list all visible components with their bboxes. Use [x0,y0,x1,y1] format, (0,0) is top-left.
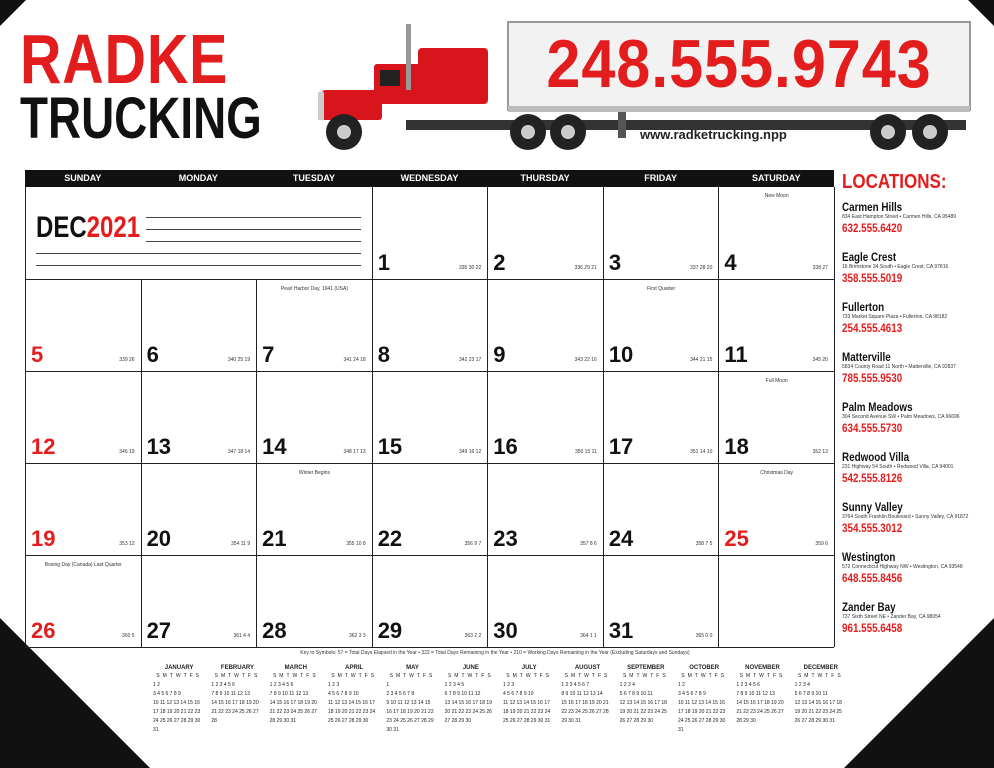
mini-month-week: 23 24 25 26 27 28 29 [386,718,434,724]
day-cell [373,371,489,463]
day-number: 25 [724,526,749,551]
day-stats: 344 21 15 [690,357,713,363]
location-phone: 785.555.9530 [842,371,903,385]
weekday-header [25,170,834,187]
day-stats: 355 10 8 [346,541,366,547]
location-address: 3764 South Franklin Boulevard • Sunny Valley, CA 91872 [842,514,969,520]
day-stats: 354 11 9 [231,541,251,547]
day-cell [488,371,604,463]
mini-month-name: JANUARY [164,665,194,671]
day-number: 17 [608,434,634,459]
mini-month-week: 31 [677,727,684,733]
weekday-label: THURSDAY [520,173,570,183]
mini-month-week: 21 22 23 24 25 26 27 [736,709,784,715]
location-phone: 254.555.4613 [842,321,903,335]
note-line [146,217,361,218]
mini-month-week: 21 22 23 24 25 26 27 [211,709,259,715]
day-stats: 338 27 [812,265,828,271]
mini-month-week: 18 19 20 21 22 23 24 [502,709,551,715]
weekday-label: SATURDAY [751,173,801,183]
mini-month-name: NOVEMBER [745,665,780,671]
mini-month-week: 19 20 21 22 23 24 25 [794,709,842,715]
mini-month-weekdays: SMTWTFS [447,673,494,679]
mini-month-week: 3 4 5 6 7 8 9 [677,691,706,697]
location-address: 834 East Hampton Street • Carmen Hills, CA 95489 [842,214,957,220]
mini-month-weekdays: SMTWTFS [564,673,611,679]
mini-month-week: 11 12 13 14 15 16 17 [327,700,375,706]
mini-month-week [561,726,613,735]
mini-month-week: 1 2 3 [502,682,515,688]
locations-panel [842,172,988,650]
day-note: First Quarter [647,286,676,292]
day-number: 31 [608,618,634,643]
mini-month-week [503,726,555,735]
mini-month-weekdays: SMTWTFS [272,673,319,679]
weekday-label: TUESDAY [292,173,336,183]
day-note: New Moon [764,193,789,199]
day-cell [719,279,835,371]
mini-month-week: 1 2 [677,682,685,688]
note-line [146,241,361,242]
location-phone: 961.555.6458 [842,621,903,635]
day-stats: 356 9 7 [464,541,482,547]
day-stats: 348 17 13 [343,449,366,455]
day-cell [257,555,373,647]
mini-month-week: 28 29 30 31 [269,718,297,724]
mini-month-week: 1 2 3 [327,682,340,688]
day-cell [604,279,720,371]
day-cell [719,555,835,647]
day-number: 15 [377,434,403,459]
mini-month [383,664,441,735]
day-number: 16 [493,434,518,459]
month-title [36,213,140,243]
mini-month-weekdays: SMTWTFS [622,673,669,679]
day-stats: 351 14 10 [690,449,713,455]
mini-month-week: 1 2 [153,682,160,688]
mini-month-week: 28 29 30 [736,718,756,724]
mini-month [792,664,850,735]
day-stats: 349 16 12 [459,449,482,455]
day-stats: 335 30 22 [459,265,482,271]
symbol-key: Key to Symbols: 57 = Total Days Elapsed in the Year • 322 = Total Days Remaining in the Year • 210 = Working Days Remaining in the Year (Excluding Saturdays and Sundays) [300,650,690,656]
day-number: 22 [377,526,403,551]
day-cell [257,463,373,555]
day-stats: 360 5 [122,633,135,639]
mini-month-week: 26 27 28 29 30 31 [794,718,835,724]
day-number: 20 [146,526,172,551]
day-stats: 343 22 16 [574,357,597,363]
brand-line2: TRUCKING [20,86,262,151]
mini-month-week: 12 13 14 15 16 17 18 [619,700,667,706]
day-cell [26,555,142,647]
day-cell [604,555,720,647]
mini-month-week: 1 2 3 4 5 6 7 [561,682,590,688]
mini-month-week: 1 2 3 4 5 6 [269,682,294,688]
mini-month-week [328,726,380,735]
location-phone: 354.555.3012 [842,521,903,535]
mini-month-week: 10 11 12 13 14 15 16 [153,700,200,706]
month-header [26,187,373,279]
note-line [146,229,361,230]
day-number: 11 [724,342,748,367]
mini-month-week: 27 28 29 30 [444,718,472,724]
calendar-grid [25,187,834,648]
location-item [842,400,988,450]
day-number: 12 [31,434,56,459]
mini-month [442,664,500,735]
day-number: 21 [262,526,287,551]
mini-month-name: AUGUST [574,665,601,671]
brand-logo [20,20,290,151]
brand-line1: RADKE [20,20,229,98]
mini-month-week: 28 [211,718,217,724]
day-cell [488,279,604,371]
day-stats: 357 8 6 [580,541,597,547]
mini-month [733,664,791,735]
day-number: 8 [377,342,390,367]
mini-month-week: 10 11 12 13 14 15 16 [677,700,725,706]
mini-month-weekdays: SMTWTFS [389,673,436,679]
day-cell [142,371,258,463]
day-number: 29 [377,618,403,643]
day-number: 5 [31,342,44,367]
mini-month-week: 30 31 [386,727,399,733]
day-cell [719,463,835,555]
day-note: Christmas Day [760,470,794,476]
location-address: 304 Second Avenue SW • Palm Meadows, CA 96696 [842,414,960,420]
location-phone: 632.555.6420 [842,221,903,235]
day-stats: 361 4 4 [233,633,251,639]
day-number: 24 [608,526,634,551]
location-name: Redwood Villa [842,450,910,464]
location-item [842,500,988,550]
day-cell [488,187,604,279]
day-cell [142,555,258,647]
location-item [842,300,988,350]
mini-month-week: 1 [386,682,390,688]
location-name: Matterville [842,350,891,364]
day-cell [604,371,720,463]
day-number: 10 [608,342,634,367]
mini-month-name: APRIL [345,665,364,671]
mini-month-week: 25 26 27 28 29 30 [327,718,369,724]
day-number: 23 [493,526,518,551]
mini-month-name: MARCH [284,665,307,671]
day-cell [142,463,258,555]
brand-website: www.radketrucking.npp [640,127,787,142]
mini-month-week: 20 21 22 23 24 25 26 [444,709,492,715]
location-name: Zander Bay [842,600,896,614]
day-number: 4 [724,250,737,275]
day-stats: 362 3 3 [349,633,366,639]
mini-month-week: 31 [153,727,159,733]
day-cell [604,187,720,279]
day-cell [488,555,604,647]
location-name: Sunny Valley [842,500,903,514]
day-stats: 352 13 [812,449,828,455]
month-name: DEC [36,211,87,244]
mini-month [617,664,675,735]
location-address: 5834 County Road 11 North • Matterville, CA 92837 [842,364,956,370]
month-calendar [25,170,834,648]
mini-month-week: 16 17 18 19 20 21 22 [386,709,434,715]
day-number: 7 [262,342,275,367]
day-cell [488,463,604,555]
note-line [36,253,361,254]
day-stats: 364 1 1 [580,633,597,639]
mini-month-week: 24 25 26 27 28 29 30 [153,718,201,724]
day-cell [26,463,142,555]
location-item [842,200,988,250]
location-item [842,550,988,600]
day-cell [719,371,835,463]
day-stats: 353 12 [119,541,135,547]
day-stats: 336 29 21 [574,265,597,271]
mini-month-week: 4 5 6 7 8 9 10 [502,691,534,697]
location-item [842,600,988,650]
mini-month-week: 18 19 20 21 22 23 24 [327,709,376,715]
day-cell [373,279,489,371]
mini-month-week: 3 4 5 6 7 8 9 [153,691,181,697]
mini-month-week: 21 22 23 24 25 26 27 [269,709,317,715]
mini-month-week: 2 3 4 5 6 7 8 [386,691,415,697]
mini-month-week: 13 14 15 16 17 18 19 [444,700,492,706]
day-stats: 365 0 0 [695,633,713,639]
day-number: 26 [31,618,56,643]
day-number: 30 [493,618,518,643]
weekday-label: MONDAY [178,173,218,183]
location-address: 737 Sixth Street NE • Zander Bay, CA 98054 [842,614,941,620]
day-number: 19 [31,526,56,551]
mini-month-week: 19 20 21 22 23 24 25 [619,709,667,715]
mini-month-week: 25 26 27 28 29 30 31 [502,718,551,724]
day-note: Boxing Day (Canada) Last Quarter [44,562,122,568]
day-stats: 358 7 5 [695,541,713,547]
mini-month-week: 6 7 8 9 10 11 12 [444,691,481,697]
mini-month-name: SEPTEMBER [627,665,665,671]
location-name: Carmen Hills [842,200,903,214]
day-cell [257,371,373,463]
mini-month-name: JUNE [462,665,479,671]
day-number: 28 [262,618,287,643]
mini-month-name: FEBRUARY [220,665,255,671]
day-stats: 342 23 17 [459,357,482,363]
location-name: Westington [842,550,896,564]
day-number: 6 [146,342,159,367]
day-cell [142,279,258,371]
mini-month-name: MAY [406,665,419,671]
day-number: 9 [493,342,506,367]
weekday-label: SUNDAY [64,173,102,183]
day-number: 18 [724,434,749,459]
mini-month-week: 8 9 10 11 12 13 14 [561,691,603,697]
mini-month [325,664,383,735]
mini-month-weekdays: SMTWTFS [506,673,553,679]
brand-phone: 248.555.9743 [546,26,932,102]
day-stats: 340 25 19 [227,357,251,363]
location-item [842,450,988,500]
mini-month-weekdays: SMTWTFS [331,673,378,679]
mini-month-week: 15 16 17 18 19 20 21 [561,700,609,706]
day-number: 13 [146,434,172,459]
mini-month-week: 14 15 16 17 18 19 20 [211,700,259,706]
day-note: Pearl Harbor Day, 1941 (USA) [280,286,348,292]
mini-month-week: 29 30 31 [561,718,581,724]
mini-month [150,664,208,735]
day-number: 2 [493,250,506,275]
day-note: Full Moon [765,378,788,384]
mini-month-week: 22 23 24 25 26 27 28 [561,709,609,715]
mini-month-weekdays: SMTWTFS [739,673,786,679]
mini-month-week: 4 5 6 7 8 9 10 [327,691,359,697]
mini-month-week: 1 2 3 4 [619,682,635,688]
location-address: 231 Highway 54 South • Redwood Villa, CA 94001 [842,464,954,470]
mini-month-week: 9 10 11 12 13 14 15 [386,700,431,706]
mini-month-week: 7 8 9 10 11 12 13 [736,691,775,697]
mini-month [208,664,266,735]
mini-month-week: 12 13 14 15 16 17 18 [794,700,842,706]
mini-month-week: 17 18 19 20 21 22 23 [153,709,201,715]
mini-month-week [445,726,497,735]
day-cell [604,463,720,555]
location-name: Eagle Crest [842,250,897,264]
day-stats: 363 2 2 [464,633,482,639]
location-phone: 634.555.5730 [842,421,903,435]
day-cell [373,187,489,279]
mini-month-week: 11 12 13 14 15 16 17 [502,700,550,706]
mini-month-week: 5 6 7 8 9 10 11 [619,691,653,697]
mini-month [500,664,558,735]
mini-month-weekdays: SMTWTFS [797,673,844,679]
day-stats: 346 19 [119,449,135,455]
day-stats: 347 18 14 [227,449,251,455]
mini-month-week [620,726,672,735]
location-address: 572 Connecticut Highway NW • Westington, CA 93548 [842,564,963,570]
day-number: 27 [146,618,172,643]
locations-title: LOCATIONS: [842,171,947,193]
location-address: 733 Market Square Plaza • Fullerton, CA 98182 [842,314,948,320]
day-number: 14 [262,434,287,459]
mini-month-weekdays: SMTWTFS [681,673,728,679]
month-year: 2021 [86,211,141,244]
day-cell [719,187,835,279]
day-stats: 339 26 [119,357,135,363]
day-cell [26,371,142,463]
mini-month-week: 1 2 3 4 5 [444,682,465,688]
mini-month-week: 17 18 19 20 21 22 23 [677,709,726,715]
location-phone: 542.555.8126 [842,471,903,485]
mini-month-week: 1 2 3 4 [794,682,810,688]
day-note: Winter Begins [298,470,330,476]
mini-month-week: 1 2 3 4 5 6 [211,682,235,688]
weekday-label: WEDNESDAY [400,173,459,183]
mini-month-week [211,726,263,735]
mini-month [558,664,616,735]
day-cell [373,463,489,555]
location-phone: 648.555.8456 [842,571,903,585]
day-stats: 350 15 11 [574,449,597,455]
mini-month-week [270,726,322,735]
mini-month-weekdays: SMTWTFS [214,673,261,679]
mini-month-week: 26 27 28 29 30 [619,718,654,724]
mini-month-week: 5 6 7 8 9 10 11 [794,691,828,697]
mini-month-week: 14 15 16 17 18 19 20 [269,700,317,706]
mini-month-week: 7 8 9 10 11 12 13 [211,691,250,697]
note-line [36,265,361,266]
mini-month-week: 1 2 3 4 5 6 [736,682,760,688]
day-cell [26,279,142,371]
day-stats: 337 28 20 [690,265,713,271]
day-stats: 341 24 18 [343,357,366,363]
location-name: Palm Meadows [842,400,913,414]
weekday-label: FRIDAY [644,173,677,183]
location-name: Fullerton [842,300,885,314]
day-number: 3 [608,250,622,275]
mini-month-week: 24 25 26 27 28 29 30 [677,718,726,724]
mini-month-week [736,726,788,735]
mini-month-weekdays: SMTWTFS [156,673,203,679]
mini-month-week: 7 8 9 10 11 12 13 [269,691,309,697]
mini-month [267,664,325,735]
location-phone: 358.555.5019 [842,271,903,285]
location-item [842,350,988,400]
mini-month-week: 14 15 16 17 18 19 20 [736,700,784,706]
day-number: 1 [377,250,390,275]
mini-month-name: JULY [521,665,537,671]
day-stats: 345 20 [812,357,828,363]
mini-month-name: OCTOBER [689,665,720,671]
location-address: 16 Brimstone 34 South • Eagle Crest, CA 97816 [842,264,949,270]
year-mini-calendars [150,664,850,735]
mini-month [675,664,733,735]
day-cell [373,555,489,647]
mini-month-name: DECEMBER [803,665,838,671]
day-cell [257,279,373,371]
mini-month-week [795,726,847,735]
location-item [842,250,988,300]
day-stats: 359 6 [815,541,828,547]
